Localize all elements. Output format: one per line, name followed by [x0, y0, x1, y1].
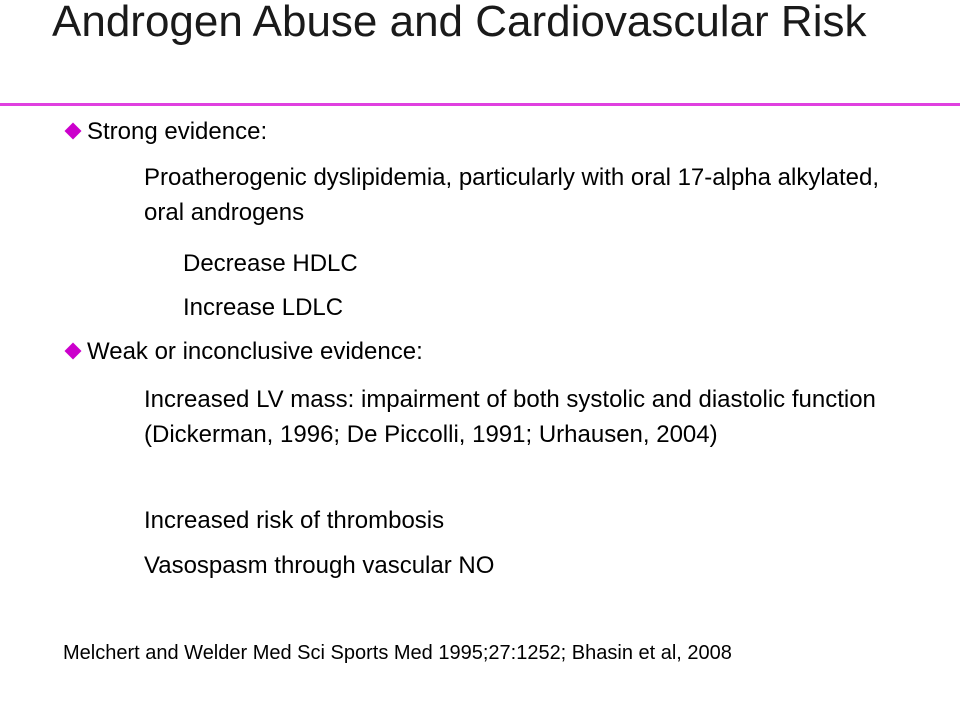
list-item: Increased risk of thrombosis: [144, 507, 445, 534]
list-item: Increased LV mass: impairment of both systolic and diastolic function (Dickerman, 1996; De Piccolli, 1991; Urhausen, 2004): [144, 386, 876, 448]
title-divider: [0, 103, 960, 106]
list-item: Vasospasm through vascular NO: [144, 552, 495, 579]
citation: Melchert and Welder Med Sci Sports Med 1995;27:1252; Bhasin et al, 2008: [63, 642, 732, 664]
diamond-bullet-icon: [65, 343, 82, 360]
section-heading-strong-evidence: Strong evidence:: [87, 118, 268, 145]
list-item: Proatherogenic dyslipidemia, particularly with oral 17-alpha alkylated, oral androgens: [144, 164, 880, 226]
section-heading-weak-evidence: Weak or inconclusive evidence:: [87, 338, 423, 365]
slide-title: Androgen Abuse and Cardiovascular Risk: [52, 0, 867, 46]
list-item: Decrease HDLC: [183, 250, 358, 277]
list-item: Increase LDLC: [183, 294, 344, 321]
diamond-bullet-icon: [65, 123, 82, 140]
